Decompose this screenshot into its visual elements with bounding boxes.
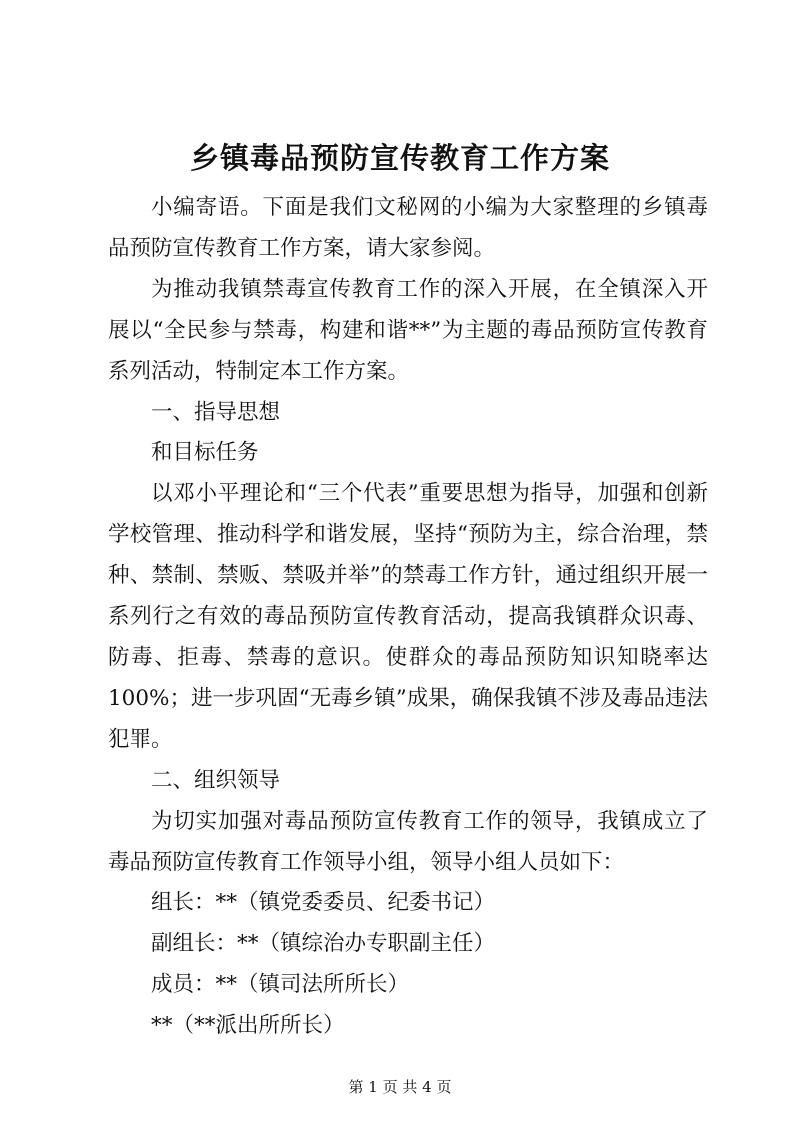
member-leader: 组长：**（镇党委委员、纪委书记） [151, 890, 496, 916]
member-members: 成员：**（镇司法所所长） [151, 972, 410, 998]
member-deputy-leader: 副组长：**（镇综治办专职副主任） [151, 931, 496, 957]
paragraph-purpose: 为推动我镇禁毒宣传教育工作的深入开展，在全镇深入开展以“全民参与禁毒，构建和谐**”为主题的毒品预防宣传教育系列活动，特制定本工作方案。 [108, 276, 708, 384]
section-subheading-goals: 和目标任务 [151, 440, 259, 466]
paragraph-organization: 为切实加强对毒品预防宣传教育工作的领导，我镇成立了毒品预防宣传教育工作领导小组，领导小组人员如下： [108, 808, 708, 875]
paragraph-guiding-content: 以邓小平理论和“三个代表”重要思想为指导，加强和创新学校管理、推动科学和谐发展，坚持“预防为主，综合治理，禁种、禁制、禁贩、禁吸并举”的禁毒工作方针，通过组织开展一系列行之有效的毒品预防宣传教育活动，提高我镇群众识毒、防毒、拒毒、禁毒的意识。使群众的毒品预防知识知晓率达100%；进一步巩固“无毒乡镇”成果，确保我镇不涉及毒品违法犯罪。 [108, 481, 708, 752]
page-footer: 第 1 页 共 4 页 [348, 1078, 452, 1096]
section-heading-guiding-ideology: 一、指导思想 [151, 399, 281, 425]
member-police-chief: **（**派出所所长） [151, 1013, 345, 1039]
paragraph-intro: 小编寄语。下面是我们文秘网的小编为大家整理的乡镇毒品预防宣传教育工作方案，请大家参阅。 [108, 195, 708, 261]
document-title: 乡镇毒品预防宣传教育工作方案 [189, 141, 610, 175]
document-body [108, 188, 708, 1047]
section-heading-organization: 二、组织领导 [151, 767, 281, 793]
